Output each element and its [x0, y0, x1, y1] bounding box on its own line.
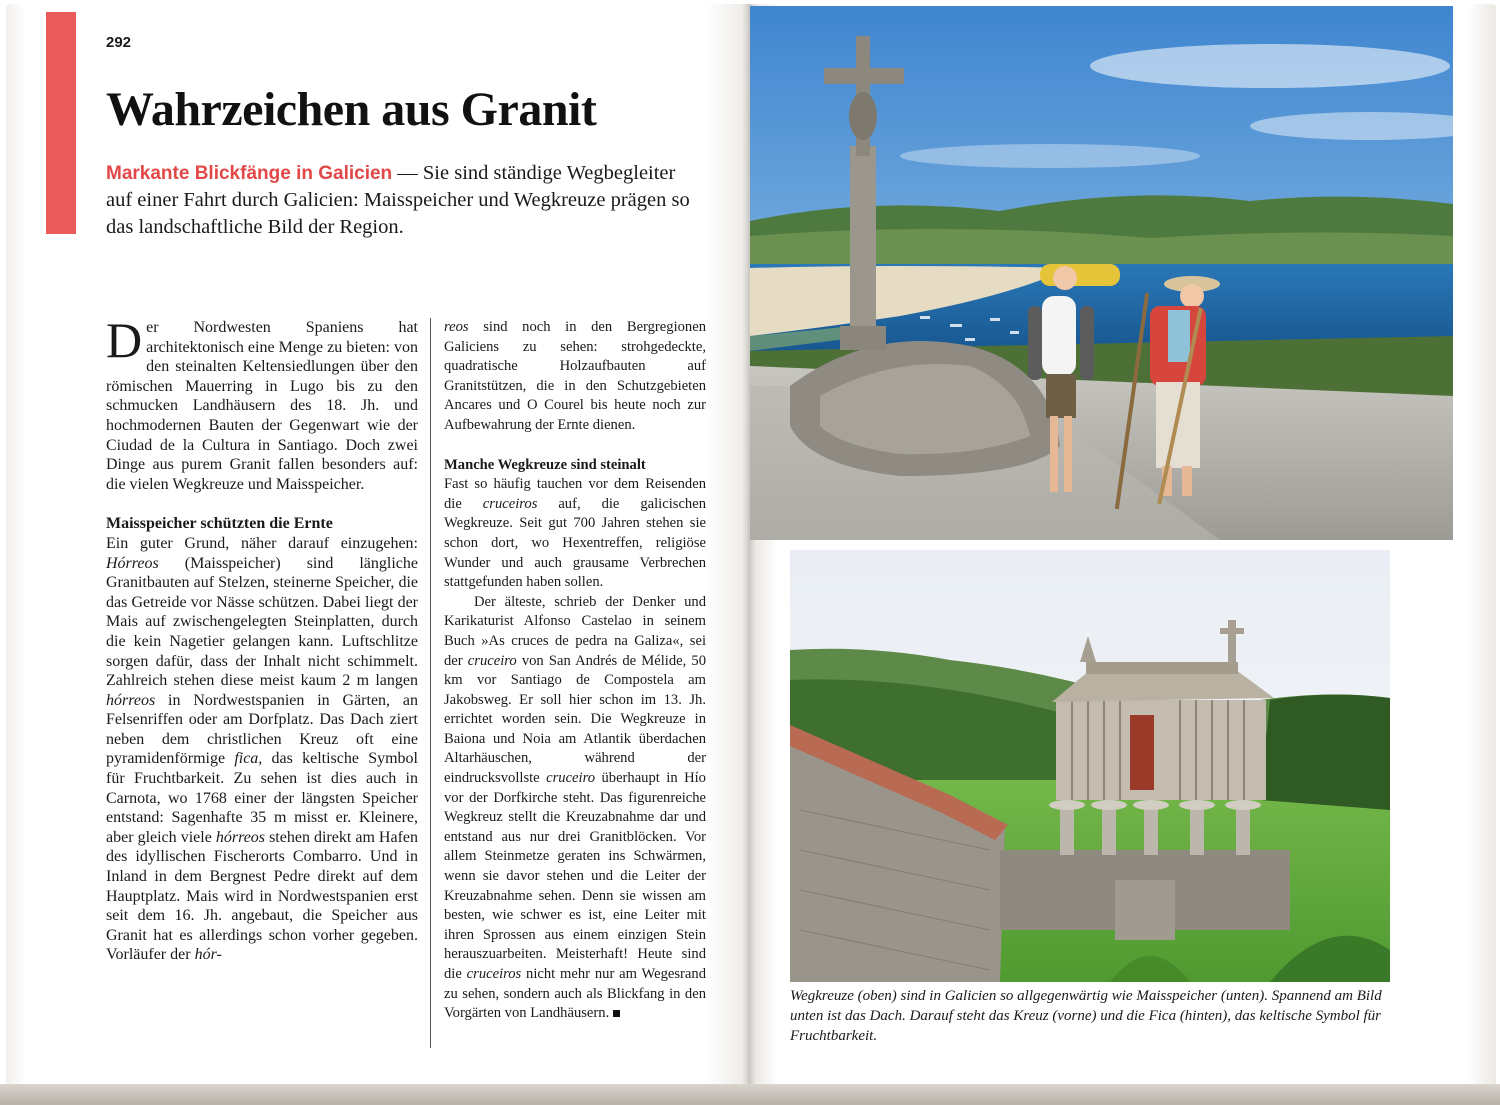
- intro-text: — Sie sind ständige Wegbegleiter auf einer Fahrt durch Galicien: Maisspeicher und Wegkreuze prägen so das landschaftliche Bild der Region.: [106, 162, 690, 238]
- pilgrims-photo-illustration: [750, 6, 1453, 540]
- intro-lead: [106, 160, 706, 241]
- photo-horreo: [790, 550, 1390, 982]
- paragraph: Ein guter Grund, näher darauf einzugehen: Hórreos (Maisspeicher) sind längliche Granitbauten auf Stelzen, steinerne Speicher, die das Getreide vor Nässe schützen. Dabei liegt der Mais auf zwischengelegten Steinplatten, durch die kein Nagetier gelangen kann. Luftschlitze sorgen dafür, dass der Inhalt nicht schimmelt. Zahlreich stehen diese meist kaum 2 m langen hórreos in Nordwestspanien in Gärten, an Felsenriffen oder am Dorfplatz. Das Dach ziert neben dem christlichen Kreuz oft eine pyramidenförmige fica, das keltische Symbol für Fruchtbarkeit. Zu sehen ist dies auch in Carnota, wo 1768 einer der längsten Speicher entstand: Sagenhafte 35 m misst er. Kleinere, aber gleich viele hórreos stehen direkt am Hafen des idyllischen Fischerorts Combarro. Und in Inland in dem Bergnest Pedre direkt auf dem Hauptplatz. Mais wird in Nordwestspanien erst seit dem 16. Jh. angebaut, die Speicher aus Granit hat es allerdings schon vorher gegeben. Vorläufer der hór-: [106, 534, 419, 964]
- text-column-2: [444, 318, 706, 1044]
- photo-caption: Wegkreuze (oben) sind in Galicien so allgegenwärtig wie Maisspeicher (unten). Spannend am Bild unten ist das Dach. Darauf steht das Kreuz (vorne) und die Fica (hinten), das keltische Symbol für Fruchtbarkeit.: [790, 988, 1382, 1044]
- intro-kicker: Markante Blickfänge in Galicien: [106, 163, 393, 184]
- page-number: 292: [106, 34, 132, 51]
- paragraph: Der Nordwesten Spaniens hat architektonisch eine Menge zu bieten: von den steinalten Keltensiedlungen über den römischen Mauerring in Lugo bis zu den schmucken Landhäusern des 18. Jh. und hochmodernen Bauten der Gegenwart wie der Ciudad de la Cultura in Santiago. Doch zwei Dinge aus purem Granit fallen besonders auf: die vielen Wegkreuze und Maisspeicher.: [106, 312, 418, 493]
- paragraph: Der älteste, schrieb der Denker und Karikaturist Alfonso Castelao in seinem Buch »As cruces de pedra na Galiza«, sei der cruceiro von San Andrés de Mélide, 50 km vor Santiago de Compostela am Jakobsweg. Er soll hier schon im 13. Jh. errichtet worden sein. Die Wegkreuze in Baiona und Noia am Atlantik überdachen Altarhäuschen, während der eindrucksvollste cruceiro überhaupt in Hío vor der Dorfkirche steht. Das figurenreiche Wegkreuz stellt die Kreuzabnahme dar und entstand aus nur drei Granitblöcken. Vor allem Steinmetze geraten ins Schwärmen, wenn sie davor stehen und die Leiter der Kreuzabnahme sehen. Denn sie wissen am besten, wie schwer es ist, eine Leiter mit ihren Sprossen aus einem einzigen Stein herauszuarbeiten. Meisterhaft! Heute sind die cruceiros nicht mehr nur am Wegesrand zu sehen, sondern auch als Blickfang in den Vorgärten von Landhäusern.: [444, 593, 706, 1022]
- photo-pilgrims-cruceiro: [750, 6, 1453, 540]
- section-heading: Maisspeicher schützten die Ernte: [106, 515, 333, 533]
- end-mark: [613, 1010, 620, 1017]
- paragraph: Fast so häufig tauchen vor dem Reisenden die cruceiros auf, die galicischen Wegkreuze. Seit gut 700 Jahren stehen sie schon dort, wo Hexentreffen, religiöse Wunder und auch grausame Verbrechen stattgefunden haben sollen.: [444, 476, 707, 591]
- accent-bar: [46, 12, 76, 234]
- page-edges: [0, 1084, 1500, 1105]
- column-divider: [430, 318, 431, 1048]
- horreo-photo-illustration: [790, 550, 1390, 982]
- paragraph: reos sind noch in den Bergregionen Galiciens zu sehen: strohgedeckte, quadratische Holzaufbauten auf Granitstützen, die in den Schutzgebieten Ancares und O Courel bis heute noch zur Aufbewahrung der Ernte dienen.: [444, 319, 706, 433]
- text-column-1: [106, 312, 419, 985]
- section-heading: Manche Wegkreuze sind steinalt: [444, 456, 646, 473]
- drop-cap: D: [106, 312, 143, 368]
- page-title: Wahrzeichen aus Granit: [106, 83, 597, 136]
